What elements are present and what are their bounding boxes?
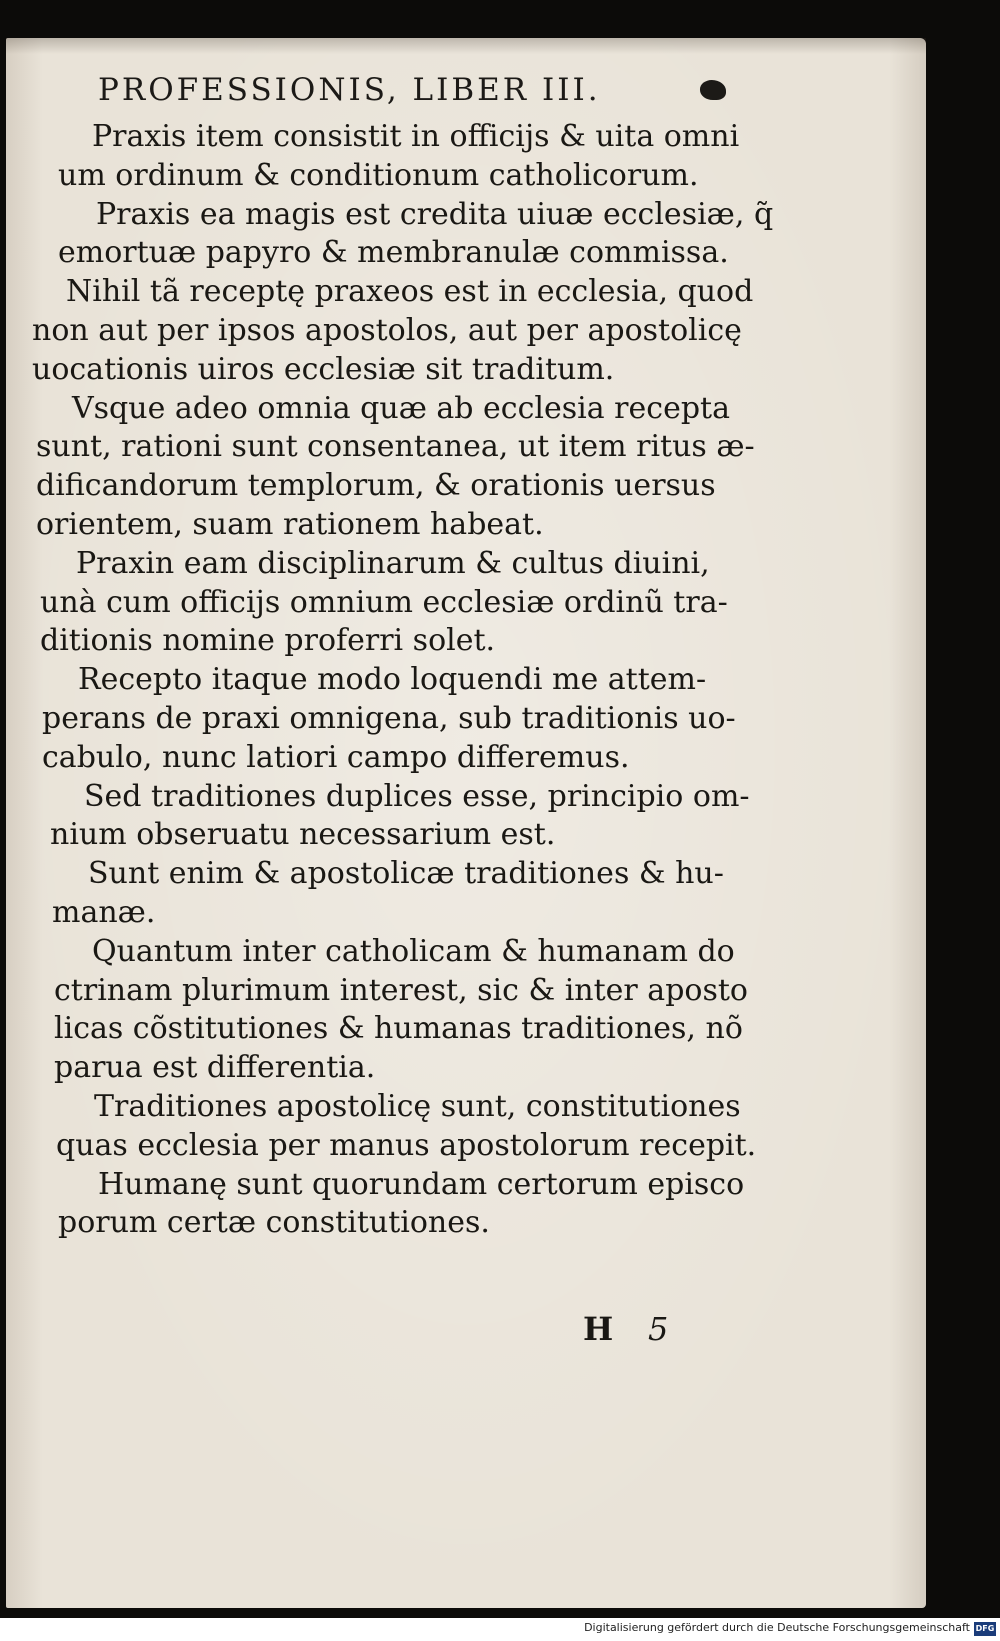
paragraph: [30, 778, 770, 856]
text-line: uocationis uiros ecclesiæ sit traditum.: [32, 351, 615, 387]
text-line: Nihil tã receptę praxeos est in ecclesia, quod: [66, 274, 754, 310]
running-head: PROFESSIONIS, LIBER III.: [98, 72, 601, 108]
text-line: licas cõstitutiones & humanas traditiones, nõ: [54, 1011, 743, 1047]
text-line: Praxin eam disciplinarum & cultus diuini,: [76, 545, 710, 581]
text-line: cabulo, nunc latiori campo differemus.: [42, 739, 630, 775]
paragraph: [30, 661, 770, 777]
text-line: Traditiones apostolicę sunt, constitutiones: [94, 1088, 741, 1124]
text-line: orientem, suam rationem habeat.: [36, 506, 544, 542]
paragraph: [30, 1088, 770, 1166]
paragraph: [30, 933, 770, 1088]
signature-mark-letter: H: [583, 1310, 614, 1348]
text-line: dificandorum templorum, & orationis uersus: [36, 468, 716, 504]
paragraph: [30, 118, 770, 196]
text-line: emortuæ papyro & membranulæ commissa.: [58, 235, 729, 271]
page-shadow: [6, 38, 926, 54]
text-line: ditionis nomine proferri solet.: [40, 623, 496, 659]
paragraph: [30, 196, 774, 274]
paragraph: [30, 545, 770, 661]
text-line: ctrinam plurimum interest, sic & inter aposto: [54, 972, 748, 1008]
text-line: Praxis item consistit in officijs & uita omni: [92, 119, 740, 154]
paragraph: [30, 390, 770, 545]
paragraph: [30, 273, 770, 389]
text-line: porum certæ constitutiones.: [58, 1205, 490, 1241]
fleuron-ornament-icon: [700, 80, 726, 100]
paragraph: [30, 855, 770, 933]
text-line: Sunt enim & apostolicæ traditiones & hu-: [88, 856, 724, 892]
text-line: nium obseruatu necessarium est.: [50, 817, 556, 853]
text-line: sunt, rationi sunt consentanea, ut item ritus æ-: [36, 429, 755, 465]
body-text: [30, 118, 774, 1243]
text-line: manæ.: [52, 894, 156, 930]
text-line: Praxis ea magis est credita uiuæ ecclesiæ, q̃: [96, 196, 774, 232]
dfg-logo-icon: DFG: [974, 1622, 996, 1636]
text-line: Humanę sunt quorundam certorum episco: [98, 1166, 745, 1202]
text-line: Vsque adeo omnia quæ ab ecclesia recepta: [72, 390, 730, 426]
signature-mark-number: 5: [648, 1310, 669, 1348]
text-line: um ordinum & conditionum catholicorum.: [58, 157, 699, 193]
funding-credit: Digitalisierung gefördert durch die Deutsche Forschungsgemeinschaft: [584, 1621, 970, 1634]
text-line: unà cum officijs omnium ecclesiæ ordinũ tra-: [40, 584, 728, 620]
paragraph: [30, 1166, 770, 1244]
text-line: non aut per ipsos apostolos, aut per apostolicę: [32, 312, 742, 348]
text-line: Sed traditiones duplices esse, principio om-: [84, 778, 750, 814]
text-line: parua est differentia.: [54, 1050, 376, 1086]
text-line: Recepto itaque modo loquendi me attem-: [78, 662, 707, 698]
text-line: Quantum inter catholicam & humanam do: [92, 933, 735, 969]
text-line: quas ecclesia per manus apostolorum recepit.: [56, 1127, 757, 1163]
text-line: perans de praxi omnigena, sub traditionis uo-: [42, 700, 736, 736]
footer-bar: [0, 1618, 1000, 1641]
